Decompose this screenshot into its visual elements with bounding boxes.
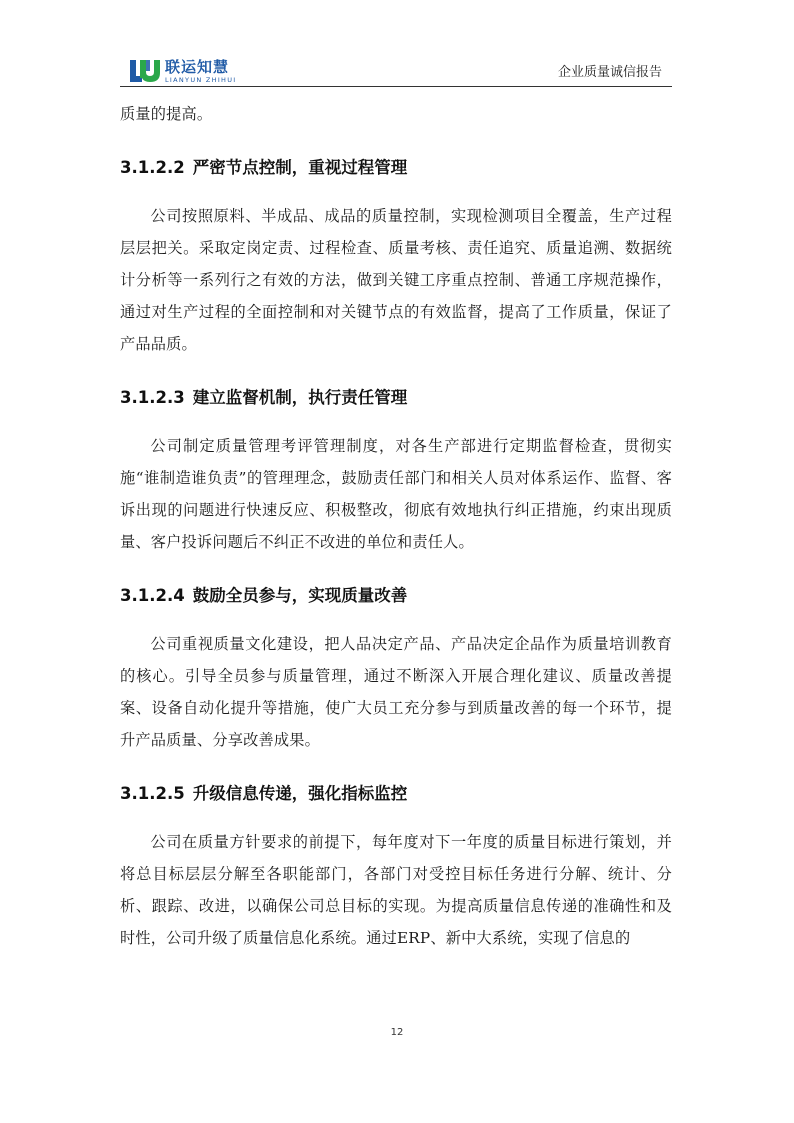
section-heading — [120, 782, 672, 806]
section-title: 建立监督机制，执行责任管理 — [192, 388, 408, 407]
company-logo — [128, 58, 237, 86]
section-paragraph: 公司在质量方针要求的前提下，每年度对下一年度的质量目标进行策划，并将总目标层层分解至各职能部门，各部门对受控目标任务进行分解、统计、分析、跟踪、改进，以确保公司总目标的实现。为提高质量信息传递的准确性和及时性，公司升级了质量信息化系统。通过ERP、新中大系统，实现了信息的 — [120, 833, 672, 947]
section-heading — [120, 584, 672, 608]
logo-name-cn: 联运知慧 — [165, 58, 230, 76]
intro-tail-paragraph: 质量的提高。 — [120, 105, 213, 123]
document-body — [120, 98, 672, 954]
lianyun-logo-icon — [128, 58, 162, 84]
section-heading — [120, 156, 672, 180]
page-number: 12 — [390, 1027, 404, 1038]
page-header — [120, 56, 672, 86]
section-title: 升级信息传递，强化指标监控 — [192, 784, 408, 803]
section-heading — [120, 386, 672, 410]
section-paragraph: 公司按照原料、半成品、成品的质量控制，实现检测项目全覆盖，生产过程层层把关。采取定岗定责、过程检查、质量考核、责任追究、质量追溯、数据统计分析等一系列行之有效的方法，做到关键工序重点控制、普通工序规范操作，通过对生产过程的全面控制和对关键节点的有效监督，提高了工作质量，保证了产品品质。 — [120, 207, 672, 353]
section-title: 严密节点控制，重视过程管理 — [192, 158, 408, 177]
section-number: 3.1.2.5 — [120, 784, 185, 803]
section-title: 鼓励全员参与，实现质量改善 — [192, 586, 408, 605]
section-number: 3.1.2.3 — [120, 388, 185, 407]
section-number: 3.1.2.2 — [120, 158, 185, 177]
section-number: 3.1.2.4 — [120, 586, 185, 605]
section-paragraph: 公司制定质量管理考评管理制度，对各生产部进行定期监督检查，贯彻实施“谁制造谁负责”的管理理念，鼓励责任部门和相关人员对体系运作、监督、客诉出现的问题进行快速反应、积极整改，彻底有效地执行纠正措施，约束出现质量、客户投诉问题后不纠正不改进的单位和责任人。 — [120, 437, 672, 551]
header-divider — [120, 86, 672, 87]
report-title: 企业质量诚信报告 — [557, 65, 662, 80]
section-paragraph: 公司重视质量文化建设，把人品决定产品、产品决定企品作为质量培训教育的核心。引导全员参与质量管理，通过不断深入开展合理化建议、质量改善提案、设备自动化提升等措施，使广大员工充分参与到质量改善的每一个环节，提升产品质量、分享改善成果。 — [120, 635, 672, 749]
logo-name-en: LIANYUN ZHIHUI — [165, 76, 237, 84]
